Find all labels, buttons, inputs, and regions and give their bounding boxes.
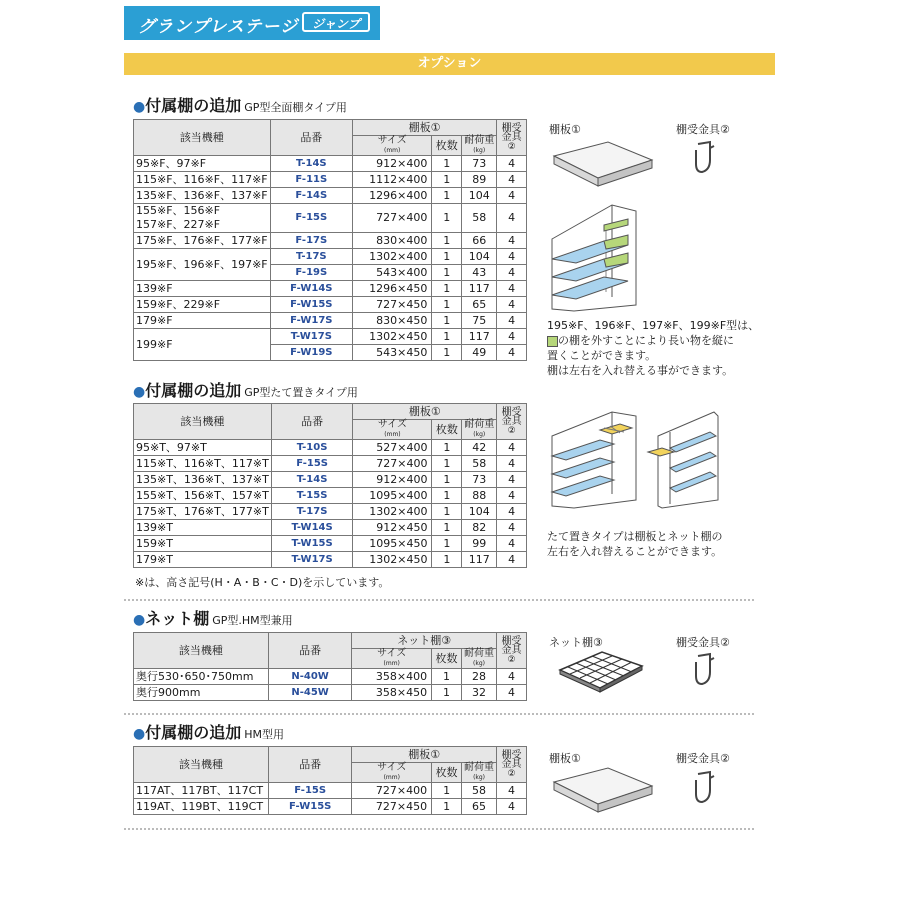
bracket-cell: 4 bbox=[497, 345, 527, 361]
count-cell: 1 bbox=[432, 297, 462, 313]
bracket-icon bbox=[692, 770, 718, 806]
part-cell: F-W17S bbox=[270, 313, 352, 329]
brand-subtitle: ジャンプ bbox=[302, 12, 370, 32]
load-cell: 58 bbox=[462, 456, 497, 472]
load-cell: 88 bbox=[462, 488, 497, 504]
header-group: 棚板① bbox=[352, 747, 497, 763]
table-row bbox=[134, 172, 527, 188]
load-cell: 117 bbox=[462, 329, 497, 345]
table-row bbox=[134, 204, 527, 233]
brand-banner bbox=[124, 6, 380, 40]
bracket-cell: 4 bbox=[497, 520, 527, 536]
count-cell: 1 bbox=[432, 669, 462, 685]
shelf-board-icon bbox=[548, 764, 658, 820]
load-cell: 104 bbox=[462, 249, 497, 265]
load-cell: 65 bbox=[462, 297, 497, 313]
count-cell: 1 bbox=[432, 249, 462, 265]
bracket-cell: 4 bbox=[497, 669, 527, 685]
bracket-cell: 4 bbox=[497, 685, 527, 701]
divider bbox=[124, 599, 754, 601]
brand-title: グランプレステージ bbox=[138, 17, 299, 37]
section3-title: ●ネット棚 GP型.HM型兼用 bbox=[133, 609, 293, 628]
part-cell: T-W14S bbox=[271, 520, 353, 536]
section1-title: ●付属棚の追加 GP型全面棚タイプ用 bbox=[133, 96, 347, 115]
part-cell: N-40W bbox=[268, 669, 352, 685]
model-cell: 139※F bbox=[134, 281, 271, 297]
model-cell: 175※F、176※F、177※F bbox=[134, 233, 271, 249]
part-cell: T-17S bbox=[270, 249, 352, 265]
table-row bbox=[134, 783, 527, 799]
table-row bbox=[134, 552, 527, 568]
model-cell: 奥行530･650･750mm bbox=[134, 669, 269, 685]
part-cell: N-45W bbox=[268, 685, 352, 701]
bracket-cell: 4 bbox=[497, 249, 527, 265]
bracket-cell: 4 bbox=[497, 281, 527, 297]
bracket-cell: 4 bbox=[497, 799, 527, 815]
model-cell: 119AT、119BT、119CT bbox=[134, 799, 269, 815]
count-cell: 1 bbox=[432, 188, 462, 204]
bracket-cell: 4 bbox=[497, 188, 527, 204]
header-part: 品番 bbox=[268, 747, 351, 783]
load-cell: 75 bbox=[462, 313, 497, 329]
size-cell: 912×400 bbox=[353, 472, 432, 488]
header-load: 耐荷重 (kg) bbox=[462, 136, 497, 156]
model-cell: 115※T、116※T、117※T bbox=[134, 456, 272, 472]
bracket-cell: 4 bbox=[497, 233, 527, 249]
count-cell: 1 bbox=[432, 440, 462, 456]
bullet-icon: ● bbox=[133, 612, 146, 628]
size-cell: 830×450 bbox=[353, 313, 432, 329]
model-cell: 115※F、116※F、117※F bbox=[134, 172, 271, 188]
header-model: 該当機種 bbox=[134, 120, 271, 156]
header-group: 棚板① bbox=[353, 120, 497, 136]
header-bracket: 棚受 金具 ② bbox=[497, 404, 527, 440]
header-count: 枚数 bbox=[432, 763, 462, 783]
part-cell: T-14S bbox=[271, 472, 353, 488]
table-row bbox=[134, 188, 527, 204]
header-bracket: 棚受 金具 ② bbox=[497, 120, 527, 156]
load-cell: 117 bbox=[462, 552, 497, 568]
header-size: サイズ (mm) bbox=[352, 649, 432, 669]
size-cell: 358×450 bbox=[352, 685, 432, 701]
part-cell: F-W15S bbox=[268, 799, 351, 815]
load-cell: 43 bbox=[462, 265, 497, 281]
part-cell: F-W15S bbox=[270, 297, 352, 313]
bullet-icon: ● bbox=[133, 384, 146, 400]
model-cell: 195※F、196※F、197※F bbox=[134, 249, 271, 281]
table-row bbox=[134, 669, 527, 685]
model-cell: 179※F bbox=[134, 313, 271, 329]
size-cell: 1296×450 bbox=[353, 281, 432, 297]
size-cell: 543×450 bbox=[353, 345, 432, 361]
bullet-icon: ● bbox=[133, 726, 146, 742]
header-size: サイズ (mm) bbox=[353, 420, 432, 440]
size-cell: 727×450 bbox=[353, 297, 432, 313]
header-group: 棚板① bbox=[353, 404, 497, 420]
vertical-shelf-illustration-a bbox=[548, 408, 638, 512]
header-part: 品番 bbox=[270, 120, 352, 156]
option-bar: オプション bbox=[124, 53, 775, 75]
section4-title: ●付属棚の追加 HM型用 bbox=[133, 723, 284, 742]
bracket-cell: 4 bbox=[497, 456, 527, 472]
bracket-cell: 4 bbox=[497, 488, 527, 504]
model-cell: 159※F、229※F bbox=[134, 297, 271, 313]
load-cell: 28 bbox=[462, 669, 497, 685]
model-cell: 95※T、97※T bbox=[134, 440, 272, 456]
count-cell: 1 bbox=[432, 783, 462, 799]
load-cell: 58 bbox=[462, 783, 497, 799]
header-size: サイズ (mm) bbox=[352, 763, 432, 783]
bracket-cell: 4 bbox=[497, 329, 527, 345]
header-load: 耐荷重 (kg) bbox=[462, 763, 497, 783]
load-cell: 89 bbox=[462, 172, 497, 188]
table-row bbox=[134, 313, 527, 329]
header-count: 枚数 bbox=[432, 136, 462, 156]
bracket-label: 棚受金具② bbox=[676, 123, 730, 136]
header-model: 該当機種 bbox=[134, 633, 269, 669]
section2-table bbox=[133, 403, 527, 568]
bracket-cell: 4 bbox=[497, 536, 527, 552]
header-bracket: 棚受 金具 ② bbox=[497, 633, 527, 669]
header-count: 枚数 bbox=[432, 420, 462, 440]
model-cell: 95※F、97※F bbox=[134, 156, 271, 172]
section1-table bbox=[133, 119, 527, 361]
bracket-cell: 4 bbox=[497, 297, 527, 313]
count-cell: 1 bbox=[432, 504, 462, 520]
model-cell: 179※T bbox=[134, 552, 272, 568]
section2-note: たて置きタイプは棚板とネット棚の 左右を入れ替えることができます。 bbox=[547, 530, 723, 558]
count-cell: 1 bbox=[432, 799, 462, 815]
section3-table bbox=[133, 632, 527, 701]
table-row bbox=[134, 520, 527, 536]
section2-title: ●付属棚の追加 GP型たて置きタイプ用 bbox=[133, 381, 358, 400]
count-cell: 1 bbox=[432, 233, 462, 249]
count-cell: 1 bbox=[432, 345, 462, 361]
part-cell: T-15S bbox=[271, 488, 353, 504]
bracket-cell: 4 bbox=[497, 156, 527, 172]
part-cell: T-W15S bbox=[271, 536, 353, 552]
load-cell: 58 bbox=[462, 204, 497, 233]
part-cell: F-17S bbox=[270, 233, 352, 249]
net-shelf-label: ネット棚③ bbox=[549, 636, 603, 649]
size-cell: 527×400 bbox=[353, 440, 432, 456]
part-cell: F-W19S bbox=[270, 345, 352, 361]
count-cell: 1 bbox=[432, 472, 462, 488]
count-cell: 1 bbox=[432, 265, 462, 281]
size-cell: 912×450 bbox=[353, 520, 432, 536]
model-cell: 199※F bbox=[134, 329, 271, 361]
table-row bbox=[134, 156, 527, 172]
model-cell: 135※T、136※T、137※T bbox=[134, 472, 272, 488]
bracket-icon bbox=[692, 652, 718, 688]
bullet-icon: ● bbox=[133, 99, 146, 115]
count-cell: 1 bbox=[432, 329, 462, 345]
count-cell: 1 bbox=[432, 488, 462, 504]
size-cell: 358×400 bbox=[352, 669, 432, 685]
count-cell: 1 bbox=[432, 552, 462, 568]
bracket-cell: 4 bbox=[497, 552, 527, 568]
bracket-cell: 4 bbox=[497, 313, 527, 329]
bracket-cell: 4 bbox=[497, 472, 527, 488]
header-load: 耐荷重 (kg) bbox=[462, 649, 497, 669]
part-cell: F-15S bbox=[270, 204, 352, 233]
shelf-label: 棚板① bbox=[549, 752, 581, 765]
model-cell: 135※F、136※F、137※F bbox=[134, 188, 271, 204]
model-cell: 155※F、156※F 157※F、227※F bbox=[134, 204, 271, 233]
load-cell: 66 bbox=[462, 233, 497, 249]
table-row bbox=[134, 488, 527, 504]
model-cell: 175※T、176※T、177※T bbox=[134, 504, 272, 520]
bracket-cell: 4 bbox=[497, 783, 527, 799]
part-cell: F-11S bbox=[270, 172, 352, 188]
count-cell: 1 bbox=[432, 313, 462, 329]
part-cell: T-10S bbox=[271, 440, 353, 456]
header-model: 該当機種 bbox=[134, 404, 272, 440]
bracket-cell: 4 bbox=[497, 504, 527, 520]
header-bracket: 棚受 金具 ② bbox=[497, 747, 527, 783]
size-cell: 912×400 bbox=[353, 156, 432, 172]
bracket-icon bbox=[692, 140, 718, 176]
vertical-shelf-illustration-b bbox=[644, 408, 720, 512]
load-cell: 32 bbox=[462, 685, 497, 701]
part-cell: F-19S bbox=[270, 265, 352, 281]
table-row bbox=[134, 472, 527, 488]
load-cell: 49 bbox=[462, 345, 497, 361]
net-shelf-icon bbox=[556, 648, 646, 694]
size-cell: 727×450 bbox=[352, 799, 432, 815]
shelf-board-icon bbox=[548, 138, 658, 194]
model-cell: 117AT、117BT、117CT bbox=[134, 783, 269, 799]
size-cell: 1095×400 bbox=[353, 488, 432, 504]
size-cell: 1302×450 bbox=[353, 329, 432, 345]
part-cell: F-14S bbox=[270, 188, 352, 204]
header-model: 該当機種 bbox=[134, 747, 269, 783]
count-cell: 1 bbox=[432, 156, 462, 172]
model-cell: 159※T bbox=[134, 536, 272, 552]
table-row bbox=[134, 504, 527, 520]
model-cell: 139※T bbox=[134, 520, 272, 536]
bracket-cell: 4 bbox=[497, 440, 527, 456]
footnote: ※は、高さ記号(H・A・B・C・D)を示しています。 bbox=[135, 576, 390, 589]
size-cell: 1302×400 bbox=[353, 249, 432, 265]
table-row bbox=[134, 456, 527, 472]
count-cell: 1 bbox=[432, 536, 462, 552]
load-cell: 104 bbox=[462, 188, 497, 204]
header-part: 品番 bbox=[268, 633, 352, 669]
bracket-label: 棚受金具② bbox=[676, 752, 730, 765]
green-square-icon bbox=[547, 336, 558, 347]
count-cell: 1 bbox=[432, 685, 462, 701]
header-size: サイズ (mm) bbox=[353, 136, 432, 156]
table-row bbox=[134, 440, 527, 456]
table-row bbox=[134, 329, 527, 345]
part-cell: T-14S bbox=[270, 156, 352, 172]
count-cell: 1 bbox=[432, 520, 462, 536]
load-cell: 73 bbox=[462, 156, 497, 172]
header-group: ネット棚③ bbox=[352, 633, 497, 649]
load-cell: 65 bbox=[462, 799, 497, 815]
part-cell: T-W17S bbox=[271, 552, 353, 568]
size-cell: 1112×400 bbox=[353, 172, 432, 188]
load-cell: 73 bbox=[462, 472, 497, 488]
header-load: 耐荷重 (kg) bbox=[462, 420, 497, 440]
count-cell: 1 bbox=[432, 456, 462, 472]
divider bbox=[124, 713, 754, 715]
count-cell: 1 bbox=[432, 172, 462, 188]
bracket-cell: 4 bbox=[497, 265, 527, 281]
table-row bbox=[134, 281, 527, 297]
full-shelf-illustration bbox=[548, 197, 638, 317]
bracket-cell: 4 bbox=[497, 204, 527, 233]
header-count: 枚数 bbox=[432, 649, 462, 669]
size-cell: 1296×400 bbox=[353, 188, 432, 204]
load-cell: 117 bbox=[462, 281, 497, 297]
size-cell: 1095×450 bbox=[353, 536, 432, 552]
part-cell: F-15S bbox=[271, 456, 353, 472]
section4-table bbox=[133, 746, 527, 815]
size-cell: 727×400 bbox=[353, 204, 432, 233]
part-cell: F-W14S bbox=[270, 281, 352, 297]
bracket-cell: 4 bbox=[497, 172, 527, 188]
section1-note: 195※F、196※F、197※F、199※F型は、 の棚を外すことにより長い物を縦に 置くことができます。 棚は左右を入れ替える事ができます。 bbox=[547, 319, 760, 377]
load-cell: 42 bbox=[462, 440, 497, 456]
count-cell: 1 bbox=[432, 204, 462, 233]
model-cell: 奥行900mm bbox=[134, 685, 269, 701]
count-cell: 1 bbox=[432, 281, 462, 297]
divider bbox=[124, 828, 754, 830]
part-cell: F-15S bbox=[268, 783, 351, 799]
shelf-label: 棚板① bbox=[549, 123, 581, 136]
bracket-label: 棚受金具② bbox=[676, 636, 730, 649]
table-row bbox=[134, 297, 527, 313]
size-cell: 1302×400 bbox=[353, 504, 432, 520]
table-row bbox=[134, 685, 527, 701]
size-cell: 543×400 bbox=[353, 265, 432, 281]
size-cell: 830×400 bbox=[353, 233, 432, 249]
model-cell: 155※T、156※T、157※T bbox=[134, 488, 272, 504]
header-part: 品番 bbox=[271, 404, 353, 440]
table-row bbox=[134, 536, 527, 552]
size-cell: 727×400 bbox=[353, 456, 432, 472]
table-row bbox=[134, 799, 527, 815]
part-cell: T-W17S bbox=[270, 329, 352, 345]
load-cell: 99 bbox=[462, 536, 497, 552]
size-cell: 727×400 bbox=[352, 783, 432, 799]
size-cell: 1302×450 bbox=[353, 552, 432, 568]
load-cell: 104 bbox=[462, 504, 497, 520]
part-cell: T-17S bbox=[271, 504, 353, 520]
table-row bbox=[134, 249, 527, 265]
table-row bbox=[134, 233, 527, 249]
load-cell: 82 bbox=[462, 520, 497, 536]
